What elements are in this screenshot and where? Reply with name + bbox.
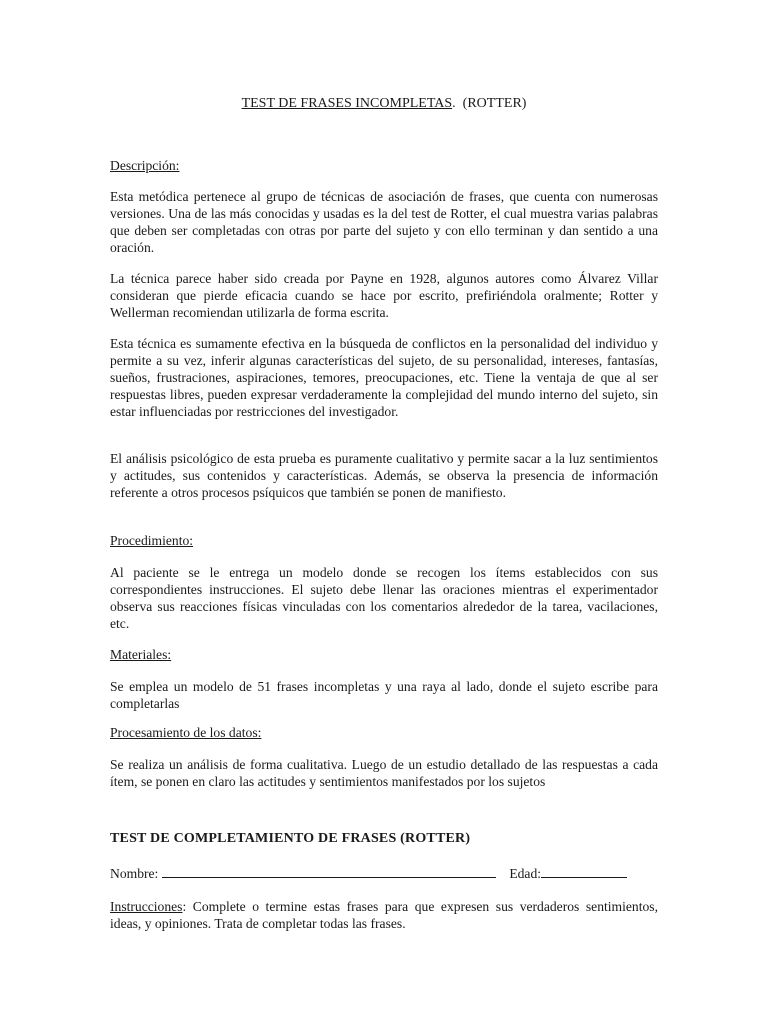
instructions-label: Instrucciones bbox=[110, 899, 183, 914]
name-field[interactable] bbox=[162, 864, 496, 878]
paragraph-materiales: Se emplea un modelo de 51 frases incompletas y una raya al lado, donde el sujeto escribe para completarlas bbox=[110, 679, 658, 711]
paragraph-descripcion-1: Esta metódica pertenece al grupo de técnicas de asociación de frases, que cuenta con numerosas versiones. Una de las más conocidas y usadas es la del test de Rotter, el cual muestra varias palabras que deben ser completadas con otras por parte del sujeto y con ello terminan y dan sentido a una oración. bbox=[110, 189, 658, 255]
name-age-line bbox=[110, 864, 658, 882]
document-title-suffix: (ROTTER) bbox=[462, 96, 527, 111]
paragraph-descripcion-4: El análisis psicológico de esta prueba es puramente cualitativo y permite sacar a la luz sentimientos y actitudes, sus contenidos y características. Además, se observa la presencia de información referente a otros procesos psíquicos que también se ponen de manifiesto. bbox=[110, 451, 658, 500]
paragraph-descripcion-3: Esta técnica es sumamente efectiva en la búsqueda de conflictos en la personalidad del individuo y permite a su vez, inferir algunas características del sujeto, de su personalidad, intereses, fantasías, sueños, frustraciones, aspiraciones, temores, preocupaciones, etc. Tiene la ventaja de que al ser respuestas libres, pueden expresar verdaderamente la complejidad del mundo interno del sujeto, sin estar influenciadas por restricciones del investigador. bbox=[110, 336, 658, 419]
document-title bbox=[0, 95, 768, 112]
document-title-period: . bbox=[452, 96, 456, 111]
name-label: Nombre: bbox=[110, 866, 159, 881]
instructions-paragraph bbox=[110, 898, 658, 932]
age-field[interactable] bbox=[541, 864, 627, 878]
document-title-main: TEST DE FRASES INCOMPLETAS bbox=[241, 96, 453, 111]
form-title: TEST DE COMPLETAMIENTO DE FRASES (ROTTER) bbox=[110, 831, 471, 846]
age-label: Edad: bbox=[509, 866, 542, 881]
paragraph-descripcion-2: La técnica parece haber sido creada por Payne en 1928, algunos autores como Álvarez Villar consideran que pierde eficacia cuando se hace por escrito, prefiriéndola oralmente; Rotter y Wellerman recomiendan utilizarla de forma escrita. bbox=[110, 271, 658, 320]
paragraph-procesamiento: Se realiza un análisis de forma cualitativa. Luego de un estudio detallado de las respuestas a cada ítem, se ponen en claro las actitudes y sentimientos manifestados por los sujetos bbox=[110, 757, 658, 789]
heading-procedimiento: Procedimiento: bbox=[110, 533, 194, 548]
heading-materiales: Materiales: bbox=[110, 647, 172, 662]
instructions-text: : Complete o termine estas frases para que expresen sus verdaderos sentimientos, ideas, y opiniones. Trata de completar todas las frases. bbox=[110, 899, 658, 931]
heading-descripcion: Descripción: bbox=[110, 158, 180, 173]
heading-procesamiento: Procesamiento de los datos: bbox=[110, 725, 262, 740]
paragraph-procedimiento: Al paciente se le entrega un modelo donde se recogen los ítems establecidos con sus correspondientes instrucciones. El sujeto debe llenar las oraciones mientras el experimentador observa sus reacciones físicas vinculadas con los comentarios alrededor de la tarea, vacilaciones, etc. bbox=[110, 565, 658, 631]
